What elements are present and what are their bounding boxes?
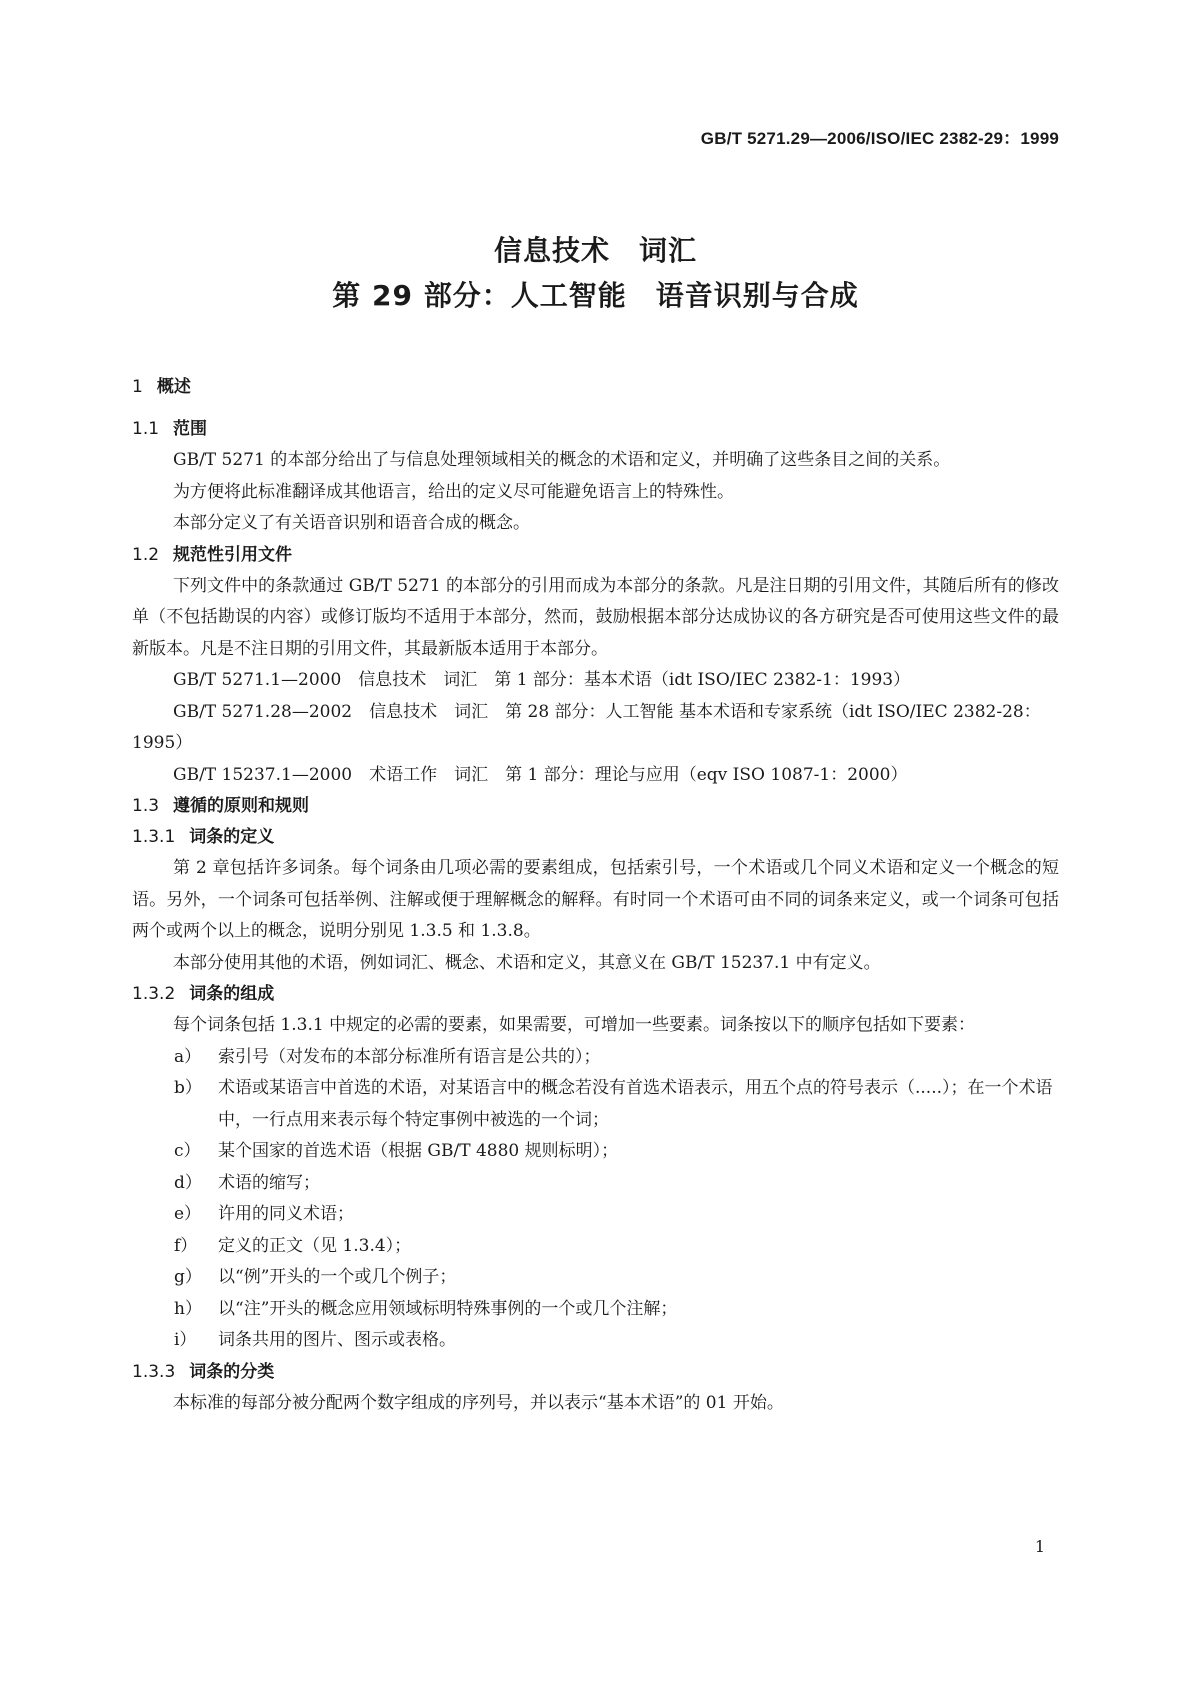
document-title-line1: 信息技术 词汇	[493, 234, 697, 267]
list-marker: c）	[174, 1141, 201, 1161]
reference-entry: GB/T 5271.1—2000 信息技术 词汇 第 1 部分：基本术语（idt ISO/IEC 2382-1：1993）	[173, 670, 911, 690]
list-marker: a）	[174, 1046, 202, 1067]
list-item-text: 许用的同义术语；	[218, 1204, 354, 1224]
reference-entry: GB/T 5271.28—2002 信息技术 词汇 第 28 部分：人工智能 基本术语和专家系统（idt ISO/IEC 2382-28：1995）	[132, 701, 1041, 753]
list-item-text: 索引号（对发布的本部分标准所有语言是公共的）；	[218, 1046, 601, 1067]
reference-entry: GB/T 15237.1—2000 术语工作 词汇 第 1 部分：理论与应用（eqv ISO 1087-1：2000）	[173, 764, 908, 785]
list-item-text: 术语或某语言中首选的术语，对某语言中的概念若没有首选术语表示，用五个点的符号表示（.....）；在一个术语中，一行点用来表示每个特定事例中被选的一个词；	[218, 1078, 1053, 1130]
section-number: 1.2	[132, 544, 160, 565]
section-number: 1.3.1	[132, 827, 176, 847]
page-number: 1	[1034, 1537, 1045, 1556]
list-item-text: 词条共用的图片、图示或表格。	[218, 1330, 456, 1350]
list-item	[132, 1294, 1059, 1326]
list-item-text: 定义的正文（见 1.3.4）；	[218, 1235, 412, 1256]
section-1-2-heading	[132, 540, 1059, 571]
paragraph: GB/T 5271 的本部分给出了与信息处理领域相关的概念的术语和定义，并明确了这些条目之间的关系。	[173, 450, 951, 470]
section-1-3-3-heading	[132, 1357, 1059, 1388]
list-item-text: 术语的缩写；	[218, 1172, 320, 1193]
list-marker: f）	[174, 1235, 198, 1256]
list-marker: e）	[174, 1204, 202, 1224]
list-item	[132, 1199, 1059, 1231]
paragraph: 本标准的每部分被分配两个数字组成的序列号，并以表示“基本术语”的 01 开始。	[173, 1392, 784, 1413]
section-number: 1.1	[132, 419, 160, 439]
section-1-3-1-heading	[132, 822, 1059, 853]
list-marker: i）	[174, 1330, 197, 1350]
section-title: 规范性引用文件	[173, 544, 293, 565]
list-item	[132, 1325, 1059, 1357]
list-item-text: 某个国家的首选术语（根据 GB/T 4880 规则标明）；	[218, 1141, 619, 1161]
section-1-1-heading	[132, 414, 1059, 445]
list-item	[132, 1262, 1059, 1294]
paragraph: 本部分使用其他的术语，例如词汇、概念、术语和定义，其意义在 GB/T 15237.1 中有定义。	[173, 952, 881, 973]
section-number: 1.3.3	[132, 1361, 176, 1382]
section-1-3-heading	[132, 791, 1059, 822]
paragraph: 每个词条包括 1.3.1 中规定的必需的要素，如果需要，可增加一些要素。词条按以下的顺序包括如下要素：	[173, 1015, 976, 1035]
document-title-line2: 第 29 部分：人工智能 语音识别与合成	[332, 279, 859, 312]
list-item-text: 以“例”开头的一个或几个例子；	[218, 1267, 457, 1287]
list-item	[132, 1231, 1059, 1263]
section-title: 词条的分类	[189, 1361, 275, 1382]
paragraph: 为方便将此标准翻译成其他语言，给出的定义尽可能避免语言上的特殊性。	[173, 481, 734, 502]
section-number: 1	[132, 377, 143, 397]
list-item	[132, 1168, 1059, 1200]
standard-code: GB/T 5271.29—2006/ISO/IEC 2382-29：1999	[700, 129, 1059, 148]
list-item	[132, 1073, 1059, 1136]
section-title: 词条的定义	[189, 827, 275, 847]
list-marker: g）	[174, 1267, 202, 1287]
section-number: 1.3	[132, 796, 160, 816]
section-title: 遵循的原则和规则	[173, 796, 310, 816]
section-1-3-2-heading	[132, 979, 1059, 1010]
section-number: 1.3.2	[132, 984, 176, 1004]
list-marker: h）	[174, 1298, 202, 1319]
list-marker: b）	[174, 1078, 202, 1098]
paragraph: 下列文件中的条款通过 GB/T 5271 的本部分的引用而成为本部分的条款。凡是注日期的引用文件，其随后所有的修改单（不包括勘误的内容）或修订版均不适用于本部分，然而，鼓励根据本部分达成协议的各方研究是否可使用这些文件的最新版本。凡是不注日期的引用文件，其最新版本适用于本部分。	[132, 575, 1059, 659]
list-item	[132, 1042, 1059, 1074]
paragraph: 本部分定义了有关语音识别和语音合成的概念。	[173, 513, 530, 533]
list-item-text: 以“注”开头的概念应用领域标明特殊事例的一个或几个注解；	[218, 1298, 678, 1319]
paragraph: 第 2 章包括许多词条。每个词条由几项必需的要素组成，包括索引号，一个术语或几个同义术语和定义一个概念的短语。另外，一个词条可包括举例、注解或便于理解概念的解释。有时同一个术语可由不同的词条来定义，或一个词条可包括两个或两个以上的概念，说明分别见 1.3.5 和 1.3.8。	[132, 858, 1059, 941]
section-title: 词条的组成	[189, 984, 275, 1004]
list-item	[132, 1136, 1059, 1168]
list-marker: d）	[174, 1172, 202, 1193]
section-title: 概述	[156, 377, 191, 397]
element-list	[132, 1042, 1059, 1357]
section-title: 范围	[173, 419, 208, 439]
section-1-heading	[132, 372, 1059, 403]
document-body	[132, 372, 1059, 1419]
